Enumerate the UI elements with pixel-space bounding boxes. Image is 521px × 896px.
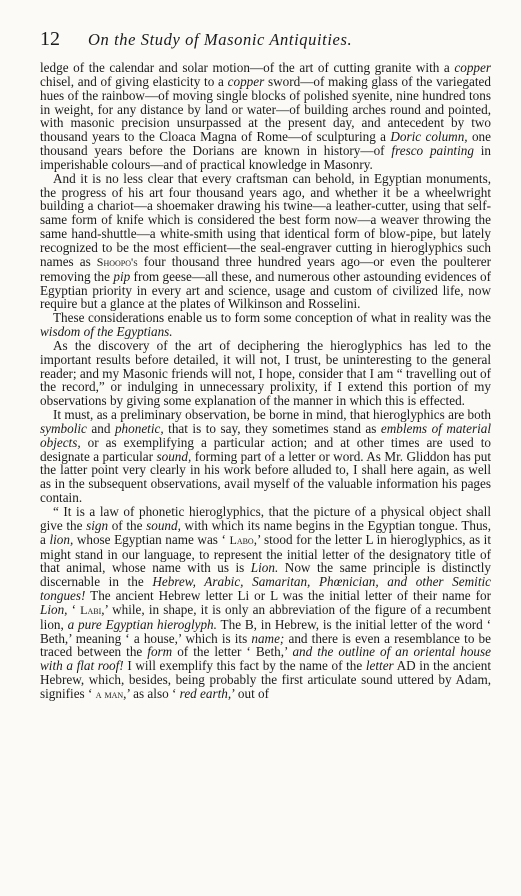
emphasis: copper [227,73,265,89]
emphasis: sign [86,517,109,533]
emphasis: name; [251,630,285,646]
emphasis: pip [113,268,131,284]
page-number: 12 [40,28,60,50]
text: of the [108,517,147,533]
emphasis: Lion, [40,601,68,617]
emphasis: a pure Egyptian hieroglyph. [67,616,217,632]
text: These considerations enable us to form some conception of what in reality was the [53,310,491,326]
emphasis: red earth, [179,685,232,701]
text: sword—of making glass of the variegated hues of the rainbow—of moving single blocks of polished syenite, nine hundred tons in weight, for any distance by land or water—of building arches round and pointed, with masonic precision unsurpassed at the present day, and antecedent by two thousand years to the Cloaca Magna of Rome—of sculpturing a [40,73,491,145]
emphasis: wisdom of the Egyptians. [40,324,173,340]
paragraph-2 [40,172,491,311]
text: ’ out of [231,685,270,701]
text: ,’ stood for the letter L in hieroglyphics, as it might stand in our language, to represent the initial letter of the designatory title of that animal, whose name with us is [40,531,491,576]
emphasis: symbolic [40,420,87,436]
text: one thousand years before the Dorians are known in history—of [40,129,491,159]
emphasis: Lion. [250,560,279,576]
paragraph-5 [40,408,491,505]
text: ‘ [67,601,81,617]
emphasis: sound, [156,448,192,464]
emphasis: and the outline of an oriental house with a flat roof! [40,644,491,674]
text: ledge of the calendar and solar motion—of the art of cutting granite with a [40,60,455,75]
small-caps: Shoopo's [96,254,138,269]
text: Now the same principle is distinctly discernable in the [40,560,491,590]
emphasis: copper [454,60,491,75]
text: I will exemplify this fact by the name of the [123,658,366,674]
text: or as exemplifying a particular action; and at other times are used to designate a particular [40,434,491,464]
text: ,’ as also ‘ [123,685,180,701]
emphasis: Hebrew, Arabic, Samaritan, Phœnician, and other Semitic tongues! [40,574,491,604]
emphasis: form [147,644,173,660]
body-text [40,61,491,702]
small-caps: a man [95,686,124,701]
text: with which its name begins in the Egyptian tongue. Thus, a [40,517,491,547]
emphasis: Doric column, [390,129,468,145]
emphasis: phonetic, [114,420,164,436]
paragraph-1 [40,61,491,172]
text: And it is no less clear that every craftsman can behold, in Egyptian monuments, the progress of his art four thousand years ago, and whether it be a wheelwright building a chariot—a shoemaker drawing his twine—a leather-cutter, using that self-same form of knife which is considered the best form now—a weaver throwing the same hand-shuttle—a white-smith using that identical form of blow-pipe, but lately recognized to be the most efficient—the seal-engraver cutting in hieroglyphics such names as [40,170,491,269]
emphasis: sound, [146,517,181,533]
emphasis: emblems of material objects, [40,420,492,450]
text: The B, in Hebrew, is the initial letter of the word ‘ Beth,’ meaning ‘ a house,’ which is its [40,616,491,646]
small-caps: Labi [80,602,102,617]
text: AD in the ancient Hebrew, which, besides, being probably the first articulate sound uttered by Adam, signifies ‘ [40,658,491,701]
text: whose Egyptian name was ‘ [73,531,230,547]
text: that is to say, they sometimes stand as [163,420,381,436]
text: chisel, and of giving elasticity to a [40,73,228,89]
paragraph-3 [40,311,491,339]
emphasis: letter [365,658,394,674]
text: forming part of a letter or word. As Mr. Gliddon has put the latter point very clearly in his work before alluded to, I shall here again, as well as in the subsequent observations, avail myself of the valuable information his pages contain. [40,448,491,506]
text: It must, as a preliminary observation, be borne in mind, that hieroglyphics are both [53,407,491,423]
text: in imperishable colours—and of practical knowledge in Masonry. [40,143,492,172]
text: and there is even a resemblance to be traced between the [40,630,491,660]
page-header [40,28,491,58]
paragraph-6 [40,505,491,702]
text: ,’ while, in shape, it is only an abbreviation of the figure of a recumbent lion, [40,601,491,632]
text: As the discovery of the art of deciphering the hieroglyphics has led to the important results before detailed, it will not, I trust, be uninteresting to the general reader; and my Masonic friends will not, I hope, consider that I am “ travelling out of the record,” or indulging in unnecessary prolixity, if I extend this portion of my observations by giving some explanation of the manner in which this is effected. [40,337,491,409]
text: The ancient Hebrew letter Li or L was the initial letter of their name for [85,588,491,604]
paragraph-4 [40,339,491,408]
text: four thousand three hundred years ago—or even the poulterer removing the [40,253,491,284]
text: of the letter ‘ Beth,’ [172,644,293,660]
text: from geese—all these, and numerous other astounding evidences of Egyptian priority in every art and science, usage and custom of civilized life, now require but a glance at the plates of Wilkinson and Rosselini. [40,268,491,312]
emphasis: lion, [49,531,74,547]
small-caps: Labo [229,532,254,547]
text: and [86,420,115,436]
text: “ It is a law of phonetic hieroglyphics, that the picture of a physical object shall give the [40,504,491,533]
emphasis: fresco painting [391,143,474,159]
running-title: On the Study of Masonic Antiquities. [88,30,353,49]
